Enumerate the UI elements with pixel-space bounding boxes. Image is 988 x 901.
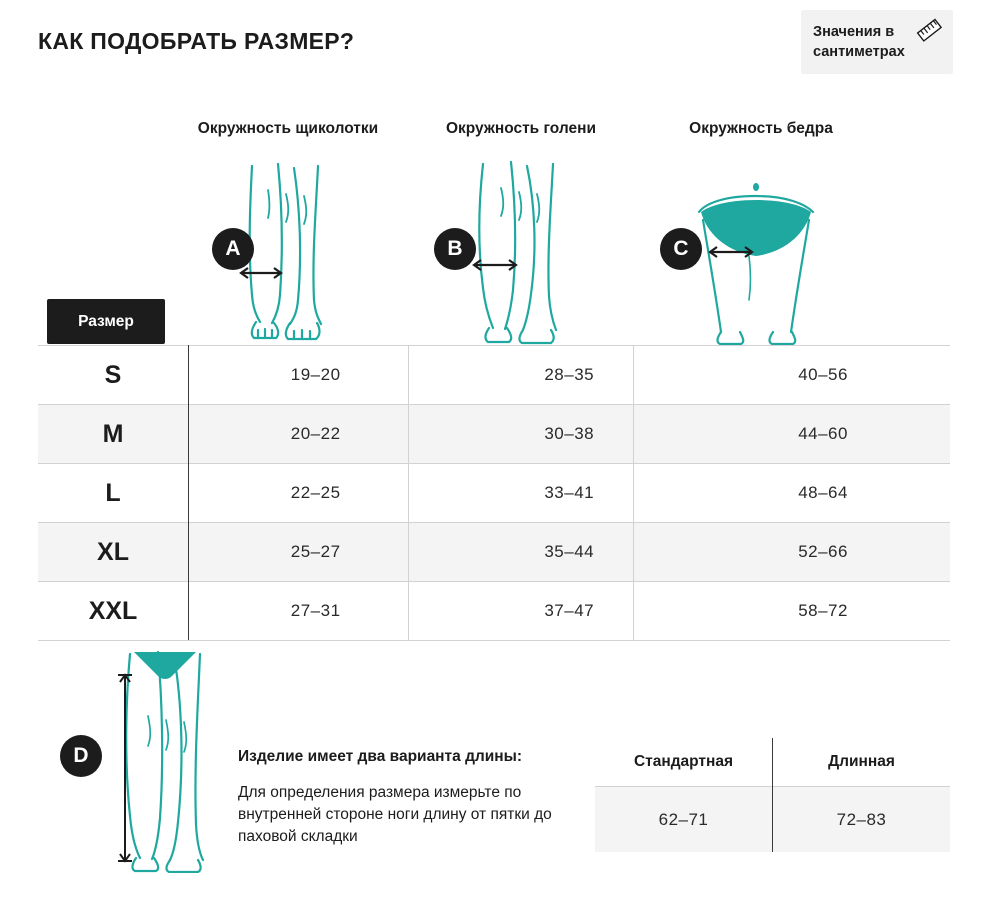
cell-calf: 33–41: [442, 464, 696, 523]
length-table-header-row: [595, 738, 950, 787]
table-divider-2: [633, 345, 634, 640]
table-row: [38, 582, 950, 641]
marker-b: B: [434, 228, 476, 270]
cell-calf: 37–47: [442, 582, 696, 641]
cell-size: M: [38, 405, 189, 464]
cell-size: L: [38, 464, 189, 523]
table-row: [38, 346, 950, 405]
table-divider-1: [408, 345, 409, 640]
cell-size: S: [38, 346, 189, 405]
length-header-long: Длинная: [773, 738, 951, 787]
table-row: [38, 405, 950, 464]
cell-ankle: 27–31: [189, 582, 443, 641]
column-header-thigh: Окружность бедра: [689, 120, 833, 137]
marker-a: A: [212, 228, 254, 270]
column-header-ankle: Окружность щиколотки: [197, 120, 379, 137]
units-badge-label: Значения в сантиметрах: [813, 24, 905, 60]
length-value-standard: 62–71: [595, 787, 773, 853]
cell-thigh: 48–64: [696, 464, 950, 523]
cell-size: XXL: [38, 582, 189, 641]
cell-ankle: 20–22: [189, 405, 443, 464]
length-body: Для определения размера измерьте по внутренней стороне ноги длину от пятки до паховой складки: [238, 784, 552, 845]
table-row: [38, 523, 950, 582]
marker-d: D: [60, 735, 102, 777]
cell-calf: 30–38: [442, 405, 696, 464]
page-title: КАК ПОДОБРАТЬ РАЗМЕР?: [38, 28, 355, 54]
length-header-standard: Стандартная: [595, 738, 773, 787]
cell-thigh: 58–72: [696, 582, 950, 641]
cell-thigh: 40–56: [696, 346, 950, 405]
cell-ankle: 25–27: [189, 523, 443, 582]
cell-calf: 28–35: [442, 346, 696, 405]
cell-size: XL: [38, 523, 189, 582]
length-dimension-arrow: [118, 672, 132, 862]
length-value-long: 72–83: [773, 787, 951, 853]
cell-ankle: 19–20: [189, 346, 443, 405]
units-badge: [801, 10, 953, 74]
cell-calf: 35–44: [442, 523, 696, 582]
marker-c: C: [660, 228, 702, 270]
cell-ankle: 22–25: [189, 464, 443, 523]
length-description: [238, 748, 588, 848]
ruler-icon: [915, 16, 945, 46]
column-header-calf: Окружность голени: [445, 120, 597, 137]
cell-thigh: 52–66: [696, 523, 950, 582]
table-row: [38, 464, 950, 523]
length-table-row: [595, 787, 950, 853]
cell-thigh: 44–60: [696, 405, 950, 464]
size-table: [38, 345, 950, 641]
length-title: Изделие имеет два варианта длины:: [238, 748, 523, 765]
size-column-header: Размер: [47, 299, 165, 344]
length-table: [595, 738, 950, 852]
